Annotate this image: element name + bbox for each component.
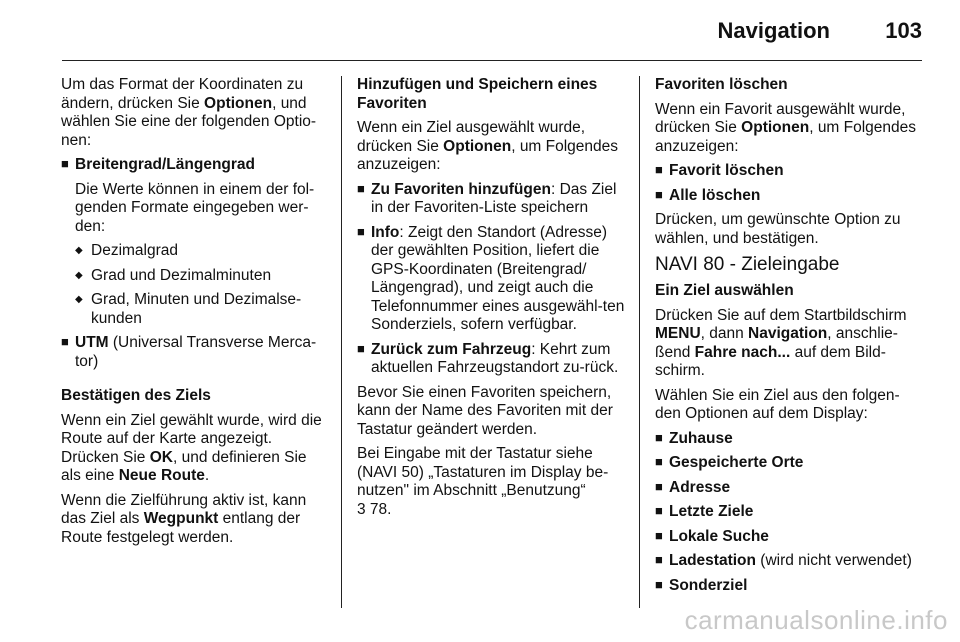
bullet-marker: ■ [655,429,663,445]
option-label: Breitengrad/Längengrad [75,156,255,173]
paragraph: Um das Format der Koordinaten zu ändern, drücken Sie Optionen, und wählen Sie eine der folgenden Optio-nen: [61,76,317,149]
column-divider [341,76,342,608]
sub-list-item: ◆ Grad, Minuten und Dezimalse-kunden [75,291,302,327]
paragraph: Wenn ein Ziel ausgewählt wurde, drücken Sie Optionen, um Folgendes anzuzeigen: [357,119,619,173]
column-right [655,76,925,601]
paragraph: Wenn die Zielführung aktiv ist, kann das Ziel als Wegpunkt entlang der Route festgelegt werden. [61,491,307,546]
sub-list-item: ◆ Dezimalgrad [75,242,179,259]
paragraph: Wenn ein Favorit ausgewählt wurde, drücken Sie Optionen, um Folgendes anzuzeigen: [655,100,917,155]
column-divider [639,76,640,608]
bullet-marker: ■ [655,527,663,543]
list-item: ■ Zuhause [655,429,733,447]
header-divider [62,60,922,61]
column-middle [357,76,627,525]
page-reference[interactable]: 78. [365,500,392,518]
list-item: ■ Letzte Ziele [655,503,754,520]
bullet-marker: ■ [655,576,663,592]
reference-arrow-icon: 3 [357,500,366,518]
list-item: ■ UTM (Universal Transverse Merca-tor) [61,334,317,370]
bullet-marker: ■ [655,503,663,518]
bullet-marker: ■ [357,223,365,239]
list-item: ■ Alle löschen [655,186,761,204]
section-heading: Hinzufügen und Speichern eines Favoriten [357,76,598,112]
section-heading: Favoriten löschen [655,76,788,93]
paragraph: Bevor Sie einen Favoriten speichern, kann der Name des Favoriten mit der Tastatur geändert werden. [357,383,613,438]
bullet-marker: ■ [61,156,69,171]
paragraph: Drücken, um gewünschte Option zu wählen, und bestätigen. [655,211,901,247]
bullet-marker: ■ [655,162,663,177]
list-item: ■ Lokale Suche [655,527,769,545]
list-item: ■ Zu Favoriten hinzufügen: Das Ziel in der Favoriten-Liste speichern [357,180,617,216]
list-item [61,156,327,175]
bullet-marker: ■ [655,552,663,567]
paragraph: Bei Eingabe mit der Tastatur siehe (NAVI 50) „Tastaturen im Display be-nutzen" im Abschnitt „Benutzung“ 3 78. [357,445,609,518]
bullet-marker: ■ [61,334,69,349]
bullet-marker: ■ [357,340,365,356]
watermark: carmanualsonline.info [684,605,948,635]
sub-list-item: ◆ Grad und Dezimalminuten [75,266,272,284]
section-heading: Ein Ziel auswählen [655,282,794,299]
option-label: UTM [75,334,109,351]
bullet-marker: ■ [655,478,663,494]
paragraph: Wenn ein Ziel gewählt wurde, wird die Route auf der Karte angezeigt. Drücken Sie OK, und definieren Sie als eine Neue Route. [61,411,322,484]
paragraph: Die Werte können in einem der fol-genden Formate eingegeben wer-den: [75,180,315,235]
list-item: ■ Favorit löschen [655,162,784,179]
paragraph: Drücken Sie auf dem Startbildschirm MENU, dann Navigation, anschlie-ßend Fahre nach... auf dem Bild-schirm. [655,306,907,379]
page-title: Navigation [717,18,830,43]
list-item: ■ Ladestation (wird nicht verwendet) [655,552,912,569]
bullet-marker: ■ [357,180,365,196]
list-item: ■ Zurück zum Fahrzeug: Kehrt zum aktuellen Fahrzeugstandort zu-rück. [357,340,619,376]
list-item: ■ Sonderziel [655,576,748,594]
column-left [61,76,327,553]
list-item: ■ Adresse [655,478,731,496]
bullet-marker: ■ [655,454,663,469]
bullet-marker: ■ [655,186,663,202]
section-title: NAVI 80 - Zieleingabe [655,254,840,275]
list-item: ■ Info: Zeigt den Standort (Adresse) der gewählten Position, liefert die GPS-Koordinaten (Breitengrad/ Längengrad), und zeigt auch die Telefonnummer eines ausgewähl-ten Sonderziels, sofern verfügbar. [357,223,625,333]
page-header [0,0,960,62]
page-number: 103 [885,18,922,43]
list-item: ■ Gespeicherte Orte [655,454,804,471]
section-heading: Bestätigen des Ziels [61,387,211,404]
paragraph: Wählen Sie ein Ziel aus den folgen-den Optionen auf dem Display: [655,386,900,422]
